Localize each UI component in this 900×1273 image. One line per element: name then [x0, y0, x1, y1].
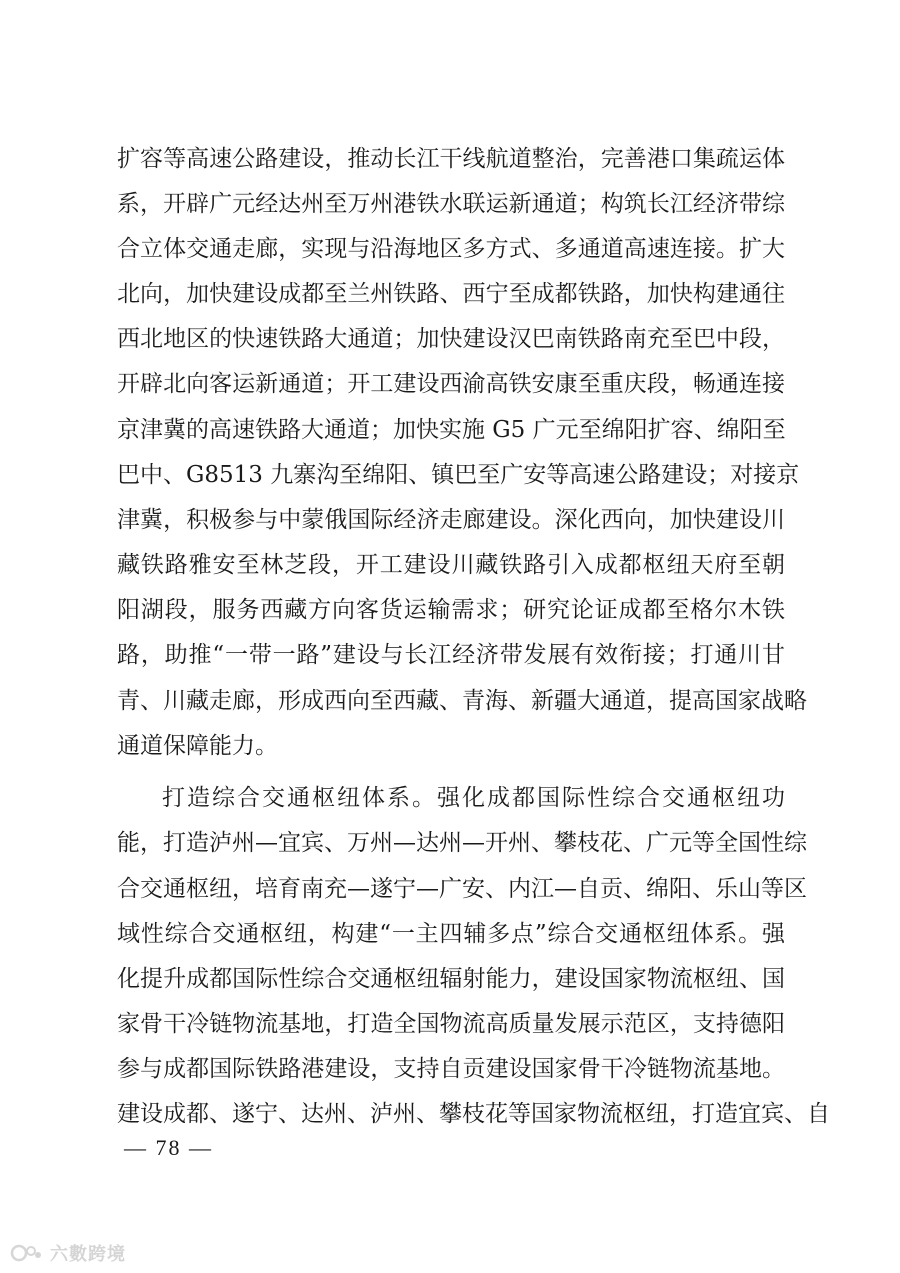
- watermark-text: 六數跨境: [50, 1244, 126, 1265]
- text-line: 西北地区的快速铁路大通道；加快建设汉巴南铁路南充至巴中段，: [117, 326, 785, 352]
- watermark-logo-icon: [10, 1242, 44, 1264]
- text-line: 扩容等高速公路建设，推动长江干线航道整治，完善港口集疏运体: [117, 146, 785, 172]
- text-line: 合立体交通走廊，实现与沿海地区多方式、多通道高速连接。扩大: [117, 236, 785, 262]
- text-line: 建设成都、遂宁、达州、泸州、攀枝花等国家物流枢纽，打造宜宾、自: [117, 1101, 830, 1127]
- text-line: 域性综合交通枢纽，构建“一主四辅多点”综合交通枢纽体系。强: [117, 921, 785, 947]
- text-line: 藏铁路雅安至林芝段，开工建设川藏铁路引入成都枢纽天府至朝: [117, 552, 785, 578]
- text-line: 能，打造泸州—宜宾、万州—达州—开州、攀枝花、广元等全国性综: [117, 830, 807, 856]
- watermark: [10, 1240, 126, 1266]
- text-line: 路，助推“一带一路”建设与长江经济带发展有效衔接；打通川甘: [117, 642, 785, 668]
- text-line: 通道保障能力。: [117, 733, 278, 759]
- text-line: 青、川藏走廊，形成西向至西藏、青海、新疆大通道，提高国家战略: [117, 688, 807, 714]
- text-line: 北向，加快建设成都至兰州铁路、西宁至成都铁路，加快构建通往: [117, 281, 785, 307]
- page-number: — 78 —: [124, 1135, 213, 1160]
- text-line: 津冀，积极参与中蒙俄国际经济走廊建设。深化西向，加快建设川: [117, 507, 785, 533]
- text-line: 参与成都国际铁路港建设，支持自贡建设国家骨干冷链物流基地。: [117, 1056, 785, 1082]
- text-line: 合交通枢纽，培育南充—遂宁—广安、内江—自贡、绵阳、乐山等区: [117, 876, 807, 902]
- text-line: 家骨干冷链物流基地，打造全国物流高质量发展示范区，支持德阳: [117, 1011, 785, 1037]
- paragraph-first-line: 打造综合交通枢纽体系。强化成都国际性综合交通枢纽功: [162, 785, 785, 811]
- text-line: 开辟北向客运新通道；开工建设西渝高铁安康至重庆段，畅通连接: [117, 371, 785, 397]
- text-line: 京津冀的高速铁路大通道；加快实施 G5 广元至绵阳扩容、绵阳至: [117, 417, 786, 443]
- text-line: 系，开辟广元经达州至万州港铁水联运新通道；构筑长江经济带综: [117, 191, 785, 217]
- text-line: 巴中、G8513 九寨沟至绵阳、镇巴至广安等高速公路建设；对接京: [117, 462, 800, 488]
- text-line: 阳湖段，服务西藏方向客货运输需求；研究论证成都至格尔木铁: [117, 597, 785, 623]
- text-line: 化提升成都国际性综合交通枢纽辐射能力，建设国家物流枢纽、国: [117, 966, 785, 992]
